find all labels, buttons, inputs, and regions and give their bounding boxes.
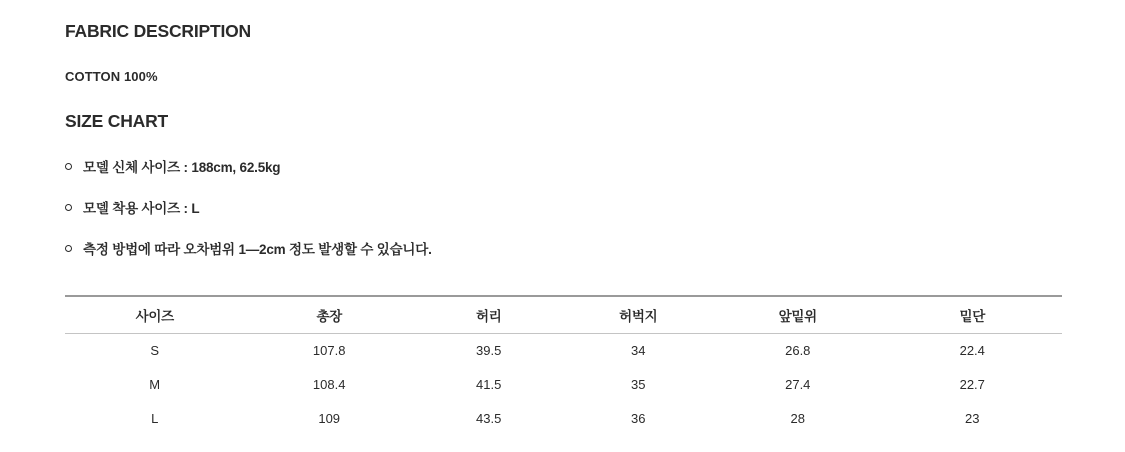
note-measurement-tolerance bbox=[65, 238, 1125, 258]
table-row bbox=[65, 367, 1062, 401]
note-text: 모델 신체 사이즈 : 188cm, 62.5kg bbox=[83, 160, 281, 175]
table-cell: 107.8 bbox=[312, 342, 346, 358]
fabric-content: COTTON 100% bbox=[65, 69, 158, 84]
table-cell: 28 bbox=[790, 410, 805, 426]
table-column-header: 밑단 bbox=[959, 308, 985, 324]
table-cell: 43.5 bbox=[476, 410, 502, 426]
table-cell: S bbox=[150, 342, 160, 358]
table-column-header: 허리 bbox=[475, 308, 502, 324]
size-table-header-row bbox=[65, 296, 1062, 333]
bullet-circle-icon bbox=[65, 245, 72, 252]
bullet-circle-icon bbox=[65, 163, 72, 170]
table-cell: L bbox=[151, 410, 159, 426]
table-column-header: 총장 bbox=[316, 308, 342, 324]
table-cell: 22.4 bbox=[959, 342, 985, 358]
fabric-description-title: FABRIC DESCRIPTION bbox=[65, 21, 251, 41]
table-cell: 36 bbox=[631, 410, 646, 426]
size-chart-title: SIZE CHART bbox=[65, 111, 169, 131]
table-column-header: 앞밑위 bbox=[778, 308, 817, 324]
size-table-body bbox=[65, 333, 1062, 435]
table-cell: 23 bbox=[965, 410, 980, 426]
table-column-header: 사이즈 bbox=[135, 308, 174, 324]
table-row bbox=[65, 401, 1062, 435]
table-cell: 34 bbox=[631, 342, 646, 358]
table-cell: 35 bbox=[631, 376, 646, 392]
table-cell: 27.4 bbox=[785, 376, 811, 392]
table-row bbox=[65, 333, 1062, 367]
table-cell: 22.7 bbox=[959, 376, 985, 392]
note-model-wearing-size bbox=[65, 197, 1125, 217]
table-cell: 39.5 bbox=[476, 342, 502, 358]
table-cell: M bbox=[149, 376, 161, 392]
size-chart-notes bbox=[65, 156, 1125, 258]
note-text: 측정 방법에 따라 오차범위 1—2cm 정도 발생할 수 있습니다. bbox=[83, 242, 432, 257]
note-text: 모델 착용 사이즈 : L bbox=[83, 201, 200, 216]
table-cell: 108.4 bbox=[312, 376, 346, 392]
table-cell: 109 bbox=[318, 410, 341, 426]
table-cell: 41.5 bbox=[476, 376, 502, 392]
note-model-body-size bbox=[65, 156, 1125, 176]
bullet-circle-icon bbox=[65, 204, 72, 211]
table-column-header: 허벅지 bbox=[619, 308, 658, 324]
size-table bbox=[65, 295, 1062, 435]
table-cell: 26.8 bbox=[785, 342, 811, 358]
